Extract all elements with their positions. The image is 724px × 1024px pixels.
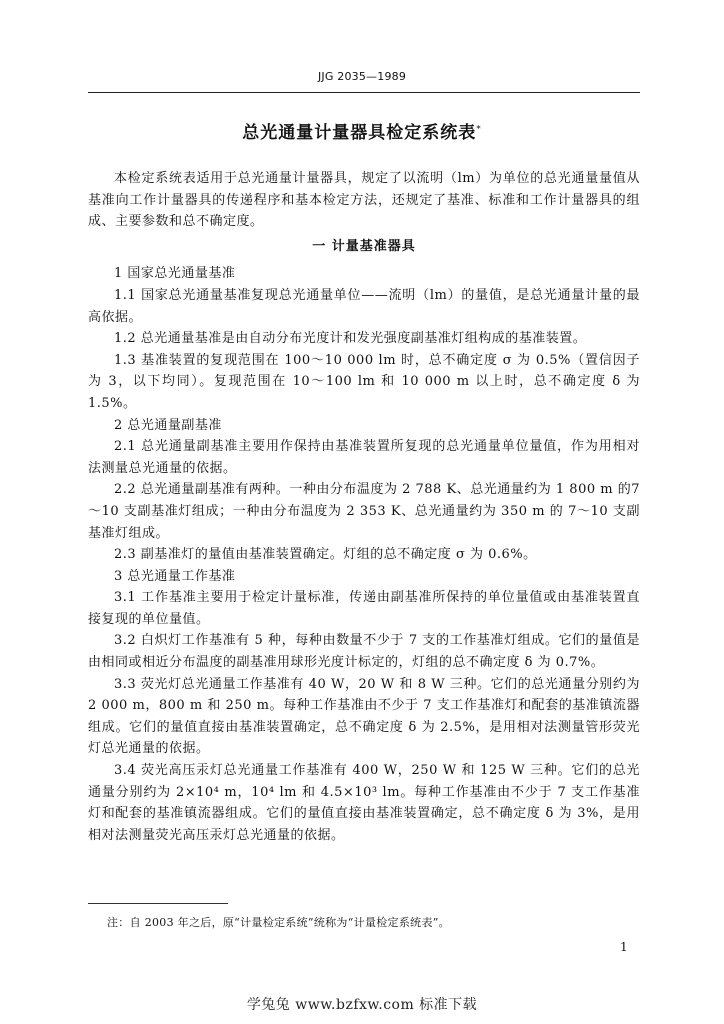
clause-1-3: 1.3 基准装置的复现范围在 100～10 000 lm 时，总不确定度 σ 为 0.5%（置信因子为 3，以下均同）。复现范围在 10～100 lm 和 10 000 m 以上时，总不确定度 δ 为 1.5%。 [88,352,640,411]
document-body [88,168,640,846]
document-title-text: 总光通量计量器具检定系统表 [242,123,477,143]
clause-3-1: 3.1 工作基准主要用于检定计量标准，传递由副基准所保持的单位量值或由基准装置直接复现的单位量值。 [88,590,640,627]
title-footnote-mark: * [476,124,482,135]
page-number: 1 [620,940,628,954]
section-heading: 一 计量基准器具 [312,238,416,254]
clause-1-heading: 1 国家总光通量基准 [114,266,236,282]
clause-3-4: 3.4 荧光高压汞灯总光通量工作基准有 400 W，250 W 和 125 W 三种。它们的总光通量分别约为 2×10⁴ m，10⁴ lm 和 4.5×10³ lm。每种工作基准由不少于 7 支工作基准灯和配套的基准镇流器组成。它们的量值直接由基准装置确定，总不确定度 δ 为 3%，是用相对法测量荧光高压汞灯总光通量的依据。 [88,763,640,843]
intro-paragraph: 本检定系统表适用于总光通量计量器具，规定了以流明（lm）为单位的总光通量量值从基准向工作计量器具的传递程序和基本检定方法，还规定了基准、标准和工作计量器具的组成、主要参数和总不确定度。 [88,171,640,230]
document-title [0,118,724,143]
clause-3-2: 3.2 白炽灯工作基准有 5 种，每种由数量不少于 7 支的工作基准灯组成。它们的量值是由相同或相近分布温度的副基准用球形光度计标定的，灯组的总不确定度 δ 为 0.7%。 [88,633,640,671]
clause-1-2: 1.2 总光通量基准是由自动分布光度计和发光强度副基准灯组构成的基准装置。 [114,331,587,347]
site-watermark: 学兔兔 www.bzfxw.com 标准下载 [246,997,478,1013]
header-divider [88,92,640,93]
clause-2-2: 2.2 总光通量副基准有两种。一种由分布温度为 2 788 K、总光通量约为 1 800 m 的7～10 支副基准灯组成；一种由分布温度为 2 353 K、总光通量约为 350 m 的 7～10 支副基准灯组成。 [88,482,640,541]
standard-code: JJG 2035—1989 [317,70,407,83]
clause-2-1: 2.1 总光通量副基准主要用作保持由基准装置所复现的总光通量单位量值，作为用相对法测量总光通量的依据。 [88,439,640,476]
clause-2-3: 2.3 副基准灯的量值由基准装置确定。灯组的总不确定度 σ 为 0.6%。 [114,547,537,563]
clause-1-1: 1.1 国家总光通量基准复现总光通量单位——流明（lm）的量值，是总光通量计量的最高依据。 [88,287,640,325]
clause-2-heading: 2 总光通量副基准 [114,417,222,433]
clause-3-heading: 3 总光通量工作基准 [114,568,236,584]
footnote-divider [88,903,228,904]
footnote: 注：自 2003 年之后，原“计量检定系统”统称为“计量检定系统表”。 [107,916,450,929]
clause-3-3: 3.3 荧光灯总光通量工作基准有 40 W，20 W 和 8 W 三种。它们的总光通量分别约为 2 000 m，800 m 和 250 m。每种工作基准由不少于 7 支工作基准灯和配套的基准镇流器组成。它们的量值直接由基准装置确定，总不确定度 δ 为 2.5%，是用相对法测量管形荧光灯总光通量的依据。 [88,676,640,757]
